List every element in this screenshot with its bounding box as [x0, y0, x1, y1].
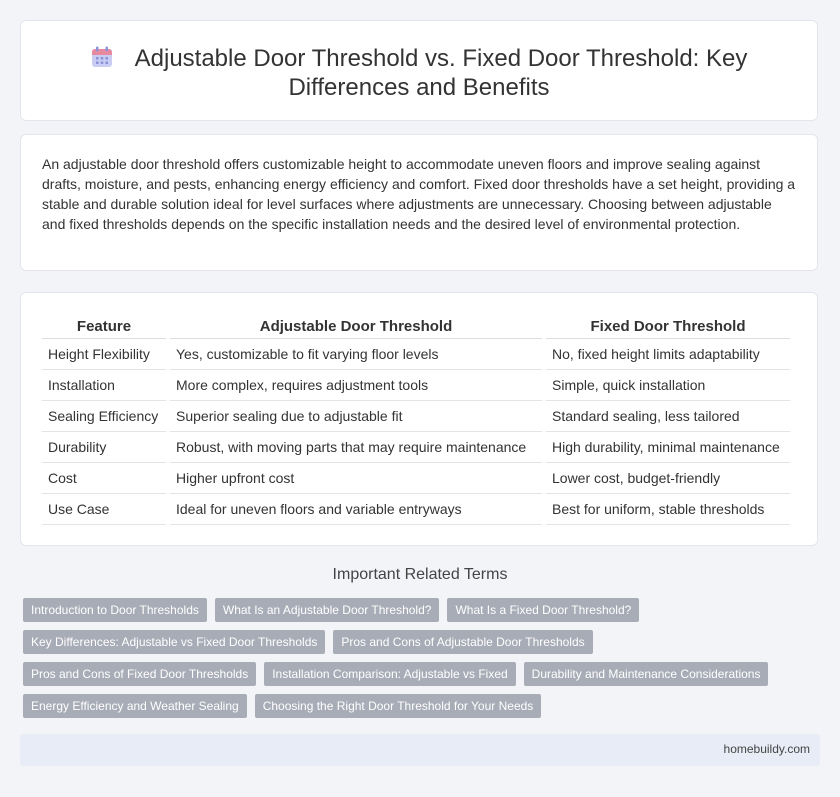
table-cell: Ideal for uneven floors and variable entryways — [168, 494, 544, 525]
table-row — [42, 370, 790, 401]
related-terms-row — [23, 694, 823, 718]
related-term-link[interactable]: Installation Comparison: Adjustable vs Fixed — [264, 662, 515, 686]
table-cell: Lower cost, budget-friendly — [544, 463, 790, 494]
table-row — [42, 339, 790, 370]
related-term-link[interactable]: What Is an Adjustable Door Threshold? — [215, 598, 440, 622]
table-cell: Height Flexibility — [42, 339, 168, 370]
table-row — [42, 463, 790, 494]
table-cell: Robust, with moving parts that may require maintenance — [168, 432, 544, 463]
intro-card — [20, 134, 818, 271]
comparison-card — [20, 292, 818, 546]
related-terms-title: Important Related Terms — [332, 566, 508, 583]
table-cell: Higher upfront cost — [168, 463, 544, 494]
related-terms-row — [23, 598, 823, 622]
table-cell: Installation — [42, 370, 168, 401]
header-feature: Feature — [42, 312, 168, 339]
related-term-link[interactable]: Choosing the Right Door Threshold for Your Needs — [255, 694, 542, 718]
table-cell: Sealing Efficiency — [42, 401, 168, 432]
table-cell: Cost — [42, 463, 168, 494]
table-cell: Best for uniform, stable thresholds — [544, 494, 790, 525]
table-cell: Standard sealing, less tailored — [544, 401, 790, 432]
related-term-link[interactable]: What Is a Fixed Door Threshold? — [447, 598, 639, 622]
table-row — [42, 401, 790, 432]
table-cell: Durability — [42, 432, 168, 463]
calendar-icon — [91, 46, 113, 68]
header-fixed: Fixed Door Threshold — [544, 312, 790, 339]
related-terms — [23, 598, 823, 726]
table-header-row — [42, 312, 790, 339]
related-term-link[interactable]: Pros and Cons of Fixed Door Thresholds — [23, 662, 256, 686]
table-cell: Simple, quick installation — [544, 370, 790, 401]
footer — [20, 734, 820, 766]
table-cell: Yes, customizable to fit varying floor levels — [168, 339, 544, 370]
table-cell: No, fixed height limits adaptability — [544, 339, 790, 370]
table-cell: More complex, requires adjustment tools — [168, 370, 544, 401]
related-term-link[interactable]: Key Differences: Adjustable vs Fixed Door Thresholds — [23, 630, 325, 654]
intro-paragraph: An adjustable door threshold offers customizable height to accommodate uneven floors and improve sealing against drafts, moisture, and pests, enhancing energy efficiency and comfort. Fixed door thresholds have a set height, providing a stable and durable solution ideal for level surfaces where adjustments are unnecessary. Choosing between adjustable and fixed thresholds depends on the specific installation needs and the desired level of environmental protection. — [42, 156, 796, 232]
related-term-link[interactable]: Introduction to Door Thresholds — [23, 598, 207, 622]
footer-site-name: homebuildy.com — [723, 742, 810, 756]
table-cell: Use Case — [42, 494, 168, 525]
comparison-table — [42, 312, 790, 525]
table-row — [42, 432, 790, 463]
related-term-link[interactable]: Durability and Maintenance Considerations — [524, 662, 769, 686]
related-terms-row — [23, 630, 823, 654]
page-title-wrap — [21, 44, 817, 102]
table-cell: High durability, minimal maintenance — [544, 432, 790, 463]
table-cell: Superior sealing due to adjustable fit — [168, 401, 544, 432]
related-term-link[interactable]: Energy Efficiency and Weather Sealing — [23, 694, 247, 718]
header-adjustable: Adjustable Door Threshold — [168, 312, 544, 339]
header-card — [20, 20, 818, 121]
related-terms-row — [23, 662, 823, 686]
related-term-link[interactable]: Pros and Cons of Adjustable Door Thresholds — [333, 630, 592, 654]
page-title: Adjustable Door Threshold vs. Fixed Door Threshold: Key Differences and Benefits — [134, 45, 748, 101]
table-row — [42, 494, 790, 525]
